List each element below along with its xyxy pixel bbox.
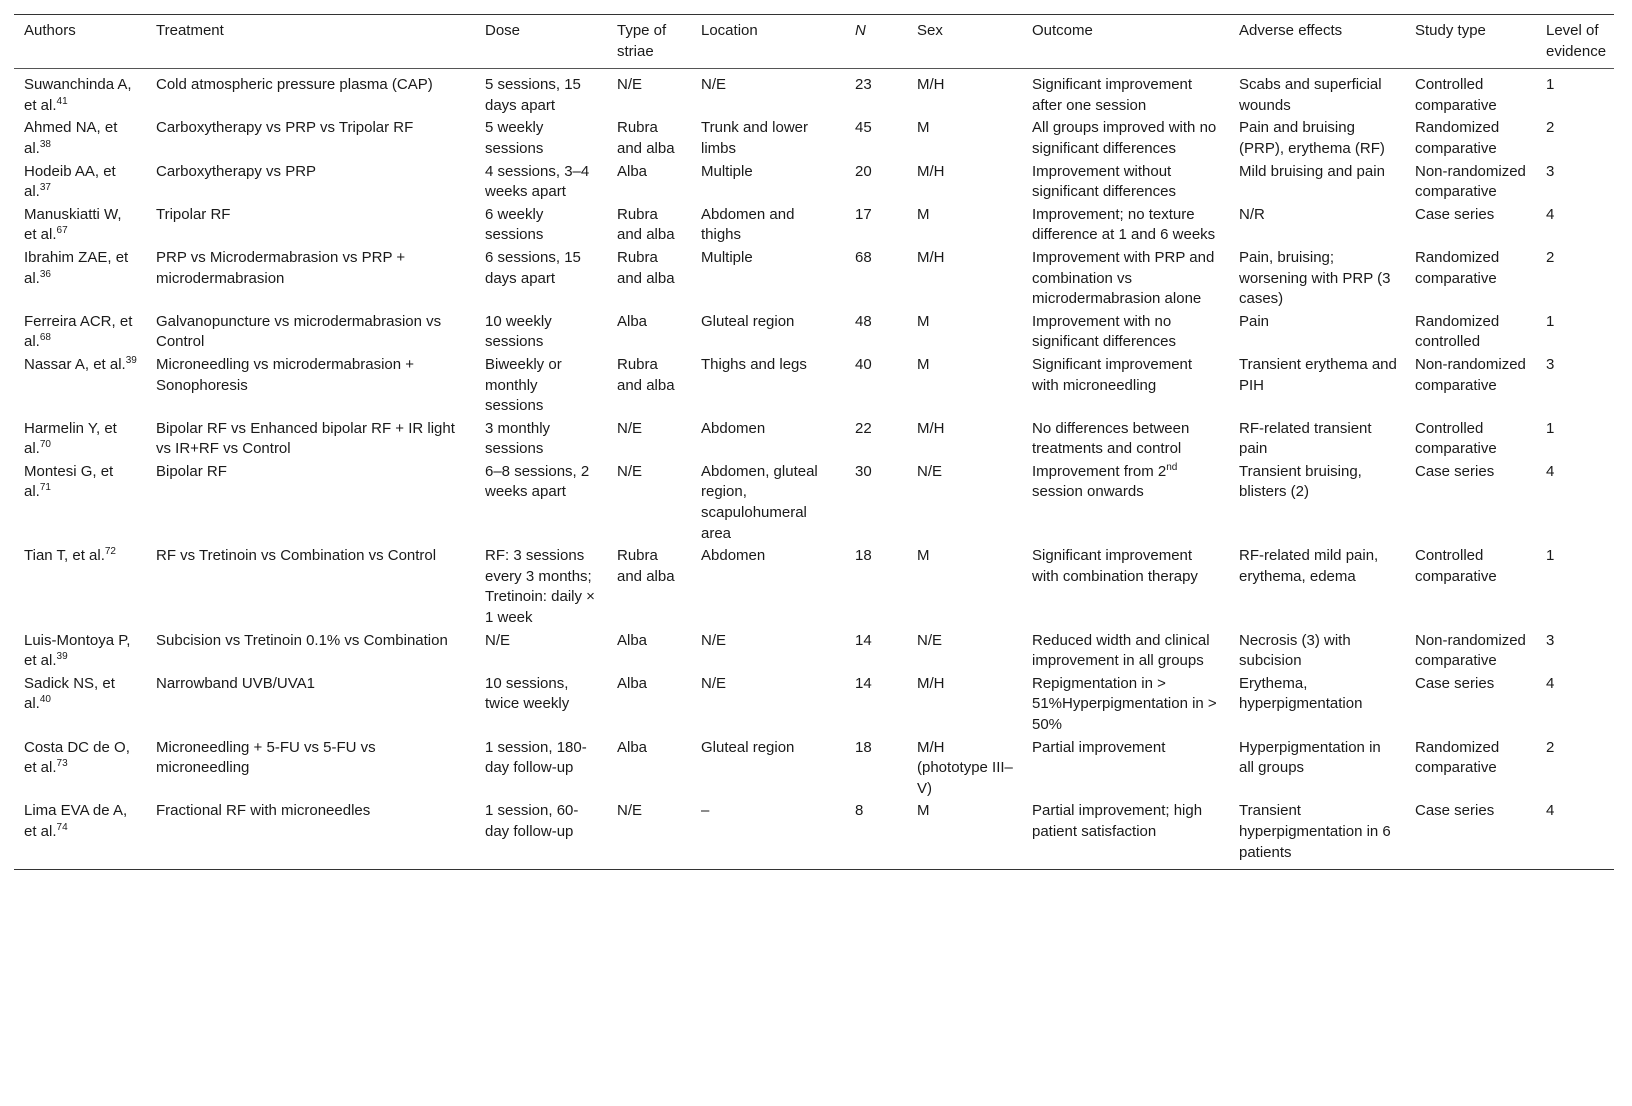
reference-number: 40 bbox=[39, 694, 51, 706]
study-type-cell: Case series bbox=[1415, 205, 1495, 223]
author-name: Manuskiatti W, et al. bbox=[24, 205, 122, 244]
treatment-cell: Carboxytherapy vs PRP vs Tripolar RF bbox=[156, 119, 414, 137]
location-cell: Gluteal region bbox=[701, 312, 795, 330]
outcome-cell bbox=[1022, 545, 1229, 629]
author-cell bbox=[14, 117, 146, 160]
reference-number: 39 bbox=[125, 354, 137, 366]
author-name: Ferreira ACR, et al. bbox=[24, 312, 133, 351]
level-of-evidence-cell: 4 bbox=[1546, 462, 1555, 480]
striae-type-cell: Rubra and alba bbox=[617, 355, 675, 394]
author-name: Luis-Montoya P, et al. bbox=[24, 631, 131, 670]
sex-cell: M bbox=[917, 312, 930, 330]
location-cell: Multiple bbox=[701, 248, 753, 266]
n-cell: 48 bbox=[855, 312, 872, 330]
dose-cell: 6–8 sessions, 2 weeks apart bbox=[485, 462, 590, 501]
outcome-text: Improvement with no significant differences bbox=[1032, 312, 1176, 351]
outcome-text: Improvement from 2 bbox=[1032, 462, 1167, 480]
table-row bbox=[14, 737, 1614, 801]
outcome-text: Repigmentation in > 51%Hyperpigmentation in > 50% bbox=[1032, 674, 1217, 733]
level-of-evidence-cell: 4 bbox=[1546, 802, 1555, 820]
author-cell bbox=[14, 311, 146, 354]
outcome-cell bbox=[1022, 673, 1229, 737]
author-name: Montesi G, et al. bbox=[24, 462, 114, 501]
level-of-evidence-cell: 3 bbox=[1546, 355, 1555, 373]
n-cell: 17 bbox=[855, 205, 872, 223]
author-cell bbox=[14, 630, 146, 673]
author-cell bbox=[14, 461, 146, 545]
treatment-cell: Fractional RF with microneedles bbox=[156, 802, 371, 820]
adverse-effects-cell: Transient erythema and PIH bbox=[1239, 355, 1397, 394]
studies-table bbox=[14, 14, 1614, 870]
level-of-evidence-cell: 4 bbox=[1546, 674, 1555, 692]
reference-number: 67 bbox=[56, 225, 68, 237]
table-row bbox=[14, 69, 1614, 118]
table-row bbox=[14, 161, 1614, 204]
reference-number: 72 bbox=[104, 546, 116, 558]
outcome-text: Significant improvement after one session bbox=[1032, 76, 1193, 114]
author-cell bbox=[14, 161, 146, 204]
header-type-of-striae: Type of striae bbox=[617, 22, 667, 60]
outcome-text: No differences between treatments and control bbox=[1032, 419, 1190, 458]
adverse-effects-cell: Mild bruising and pain bbox=[1239, 162, 1385, 180]
treatment-cell: Subcision vs Tretinoin 0.1% vs Combination bbox=[156, 631, 448, 649]
study-type-cell: Non-randomized comparative bbox=[1415, 355, 1526, 394]
striae-type-cell: Rubra and alba bbox=[617, 119, 675, 157]
table-row bbox=[14, 673, 1614, 737]
striae-type-cell: Rubra and alba bbox=[617, 248, 675, 287]
outcome-cell bbox=[1022, 800, 1229, 869]
dose-cell: N/E bbox=[485, 631, 511, 649]
study-type-cell: Case series bbox=[1415, 462, 1495, 480]
striae-type-cell: Alba bbox=[617, 738, 648, 756]
location-cell: – bbox=[701, 802, 710, 820]
author-cell bbox=[14, 247, 146, 311]
level-of-evidence-cell: 1 bbox=[1546, 419, 1555, 437]
header-treatment: Treatment bbox=[156, 22, 224, 39]
outcome-text: Reduced width and clinical improvement in all groups bbox=[1032, 631, 1210, 670]
study-type-cell: Controlled comparative bbox=[1415, 76, 1497, 114]
outcome-text: Partial improvement bbox=[1032, 738, 1166, 756]
author-name: Sadick NS, et al. bbox=[24, 674, 115, 713]
striae-type-cell: Alba bbox=[617, 312, 648, 330]
reference-number: 37 bbox=[39, 182, 51, 194]
dose-cell: 1 session, 60-day follow-up bbox=[485, 802, 579, 840]
level-of-evidence-cell: 1 bbox=[1546, 312, 1555, 330]
outcome-text: Improvement without significant differences bbox=[1032, 162, 1176, 201]
adverse-effects-cell: Scabs and superficial wounds bbox=[1239, 76, 1382, 114]
n-cell: 30 bbox=[855, 462, 872, 480]
striae-type-cell: Rubra and alba bbox=[617, 205, 675, 244]
treatment-cell: Carboxytherapy vs PRP bbox=[156, 162, 317, 180]
author-name: Hodeib AA, et al. bbox=[24, 162, 116, 201]
dose-cell: RF: 3 sessions every 3 months; Tretinoin: daily × 1 week bbox=[485, 547, 595, 627]
adverse-effects-cell: Necrosis (3) with subcision bbox=[1239, 631, 1351, 670]
outcome-cell bbox=[1022, 204, 1229, 247]
outcome-text: All groups improved with no significant differences bbox=[1032, 119, 1217, 157]
dose-cell: 5 sessions, 15 days apart bbox=[485, 76, 581, 114]
n-cell: 22 bbox=[855, 419, 872, 437]
sex-cell: N/E bbox=[917, 631, 943, 649]
treatment-cell: Microneedling vs microdermabrasion + Sonophoresis bbox=[156, 355, 415, 394]
location-cell: Abdomen, gluteal region, scapulohumeral area bbox=[701, 462, 818, 542]
sex-cell: M/H bbox=[917, 419, 945, 437]
reference-number: 38 bbox=[39, 138, 51, 150]
study-type-cell: Non-randomized comparative bbox=[1415, 631, 1526, 670]
outcome-superscript: nd bbox=[1166, 461, 1178, 473]
striae-type-cell: N/E bbox=[617, 462, 643, 480]
level-of-evidence-cell: 2 bbox=[1546, 248, 1555, 266]
sex-cell: M/H bbox=[917, 76, 945, 94]
striae-type-cell: N/E bbox=[617, 802, 643, 820]
outcome-cell bbox=[1022, 630, 1229, 673]
sex-cell: M/H bbox=[917, 248, 945, 266]
striae-type-cell: Rubra and alba bbox=[617, 547, 675, 585]
author-name: Costa DC de O, et al. bbox=[24, 738, 130, 777]
striae-type-cell: N/E bbox=[617, 419, 643, 437]
n-cell: 20 bbox=[855, 162, 872, 180]
location-cell: Gluteal region bbox=[701, 738, 795, 756]
author-cell bbox=[14, 800, 146, 869]
outcome-text: Significant improvement with combination therapy bbox=[1032, 547, 1198, 585]
sex-cell: M bbox=[917, 355, 930, 373]
outcome-cell bbox=[1022, 311, 1229, 354]
location-cell: Multiple bbox=[701, 162, 753, 180]
outcome-text: Partial improvement; high patient satisfaction bbox=[1032, 802, 1203, 840]
header-dose: Dose bbox=[485, 22, 521, 39]
header-outcome: Outcome bbox=[1032, 22, 1093, 39]
level-of-evidence-cell: 2 bbox=[1546, 119, 1555, 137]
treatment-cell: Narrowband UVB/UVA1 bbox=[156, 674, 315, 692]
sex-cell: M/H bbox=[917, 162, 945, 180]
location-cell: Abdomen bbox=[701, 419, 766, 437]
author-name: Ahmed NA, et al. bbox=[24, 119, 118, 157]
location-cell: Trunk and lower limbs bbox=[701, 119, 808, 157]
sex-cell: M/H (phototype III–V) bbox=[917, 738, 1013, 797]
author-name: Ibrahim ZAE, et al. bbox=[24, 248, 129, 287]
n-cell: 18 bbox=[855, 738, 872, 756]
study-type-cell: Randomized controlled bbox=[1415, 312, 1500, 351]
study-type-cell: Controlled comparative bbox=[1415, 547, 1497, 585]
adverse-effects-cell: RF-related transient pain bbox=[1239, 419, 1372, 458]
table-row bbox=[14, 418, 1614, 461]
striae-type-cell: Alba bbox=[617, 631, 648, 649]
outcome-cell bbox=[1022, 354, 1229, 418]
dose-cell: 4 sessions, 3–4 weeks apart bbox=[485, 162, 590, 201]
level-of-evidence-cell: 1 bbox=[1546, 547, 1555, 565]
treatment-cell: RF vs Tretinoin vs Combination vs Control bbox=[156, 547, 437, 565]
header-level-of-evidence: Level of evidence bbox=[1546, 22, 1607, 60]
adverse-effects-cell: RF-related mild pain, erythema, edema bbox=[1239, 547, 1379, 585]
reference-number: 36 bbox=[39, 268, 51, 280]
sex-cell: M bbox=[917, 802, 930, 820]
sex-cell: M bbox=[917, 547, 930, 565]
author-cell bbox=[14, 673, 146, 737]
header-study-type: Study type bbox=[1415, 22, 1486, 39]
location-cell: Abdomen bbox=[701, 547, 766, 565]
author-cell bbox=[14, 737, 146, 801]
adverse-effects-cell: Erythema, hyperpigmentation bbox=[1239, 674, 1363, 713]
dose-cell: Biweekly or monthly sessions bbox=[485, 355, 562, 415]
striae-type-cell: N/E bbox=[617, 76, 643, 94]
study-type-cell: Randomized comparative bbox=[1415, 248, 1500, 287]
table-row bbox=[14, 800, 1614, 869]
author-name: Nassar A, et al. bbox=[24, 355, 126, 373]
treatment-cell: Bipolar RF vs Enhanced bipolar RF + IR light vs IR+RF vs Control bbox=[156, 419, 455, 458]
striae-type-cell: Alba bbox=[617, 674, 648, 692]
dose-cell: 10 sessions, twice weekly bbox=[485, 674, 570, 713]
adverse-effects-cell: Pain, bruising; worsening with PRP (3 cases) bbox=[1239, 248, 1391, 308]
author-name: Harmelin Y, et al. bbox=[24, 419, 117, 458]
adverse-effects-cell: Pain bbox=[1239, 312, 1270, 330]
author-cell bbox=[14, 204, 146, 247]
location-cell: N/E bbox=[701, 631, 727, 649]
reference-number: 73 bbox=[56, 758, 68, 770]
sex-cell: M bbox=[917, 119, 930, 137]
location-cell: Thighs and legs bbox=[701, 355, 807, 373]
dose-cell: 5 weekly sessions bbox=[485, 119, 544, 157]
study-type-cell: Case series bbox=[1415, 802, 1495, 820]
location-cell: N/E bbox=[701, 674, 727, 692]
outcome-text-rest: session onwards bbox=[1032, 483, 1144, 501]
reference-number: 68 bbox=[39, 332, 51, 344]
level-of-evidence-cell: 3 bbox=[1546, 162, 1555, 180]
level-of-evidence-cell: 2 bbox=[1546, 738, 1555, 756]
treatment-cell: Cold atmospheric pressure plasma (CAP) bbox=[156, 76, 433, 94]
header-n: N bbox=[855, 22, 866, 39]
adverse-effects-cell: Hyperpigmentation in all groups bbox=[1239, 738, 1381, 777]
outcome-text: Improvement; no texture difference at 1 and 6 weeks bbox=[1032, 205, 1216, 244]
table-row bbox=[14, 545, 1614, 629]
study-type-cell: Non-randomized comparative bbox=[1415, 162, 1526, 201]
outcome-cell bbox=[1022, 117, 1229, 160]
table-row bbox=[14, 247, 1614, 311]
header-sex: Sex bbox=[917, 22, 943, 39]
n-cell: 68 bbox=[855, 248, 872, 266]
table-row bbox=[14, 461, 1614, 545]
treatment-cell: Galvanopuncture vs microdermabrasion vs Control bbox=[156, 312, 442, 351]
study-type-cell: Controlled comparative bbox=[1415, 419, 1497, 458]
treatment-cell: PRP vs Microdermabrasion vs PRP + microdermabrasion bbox=[156, 248, 406, 287]
n-cell: 23 bbox=[855, 76, 872, 94]
reference-number: 70 bbox=[39, 439, 51, 451]
header-authors: Authors bbox=[24, 22, 76, 39]
table-row bbox=[14, 354, 1614, 418]
author-cell bbox=[14, 418, 146, 461]
treatment-cell: Bipolar RF bbox=[156, 462, 227, 480]
adverse-effects-cell: Transient bruising, blisters (2) bbox=[1239, 462, 1362, 501]
outcome-cell bbox=[1022, 161, 1229, 204]
table-row bbox=[14, 117, 1614, 160]
striae-type-cell: Alba bbox=[617, 162, 648, 180]
sex-cell: M bbox=[917, 205, 930, 223]
n-cell: 14 bbox=[855, 631, 872, 649]
outcome-text: Improvement with PRP and combination vs microdermabrasion alone bbox=[1032, 248, 1215, 308]
level-of-evidence-cell: 3 bbox=[1546, 631, 1555, 649]
table-row bbox=[14, 630, 1614, 673]
author-name: Tian T, et al. bbox=[24, 547, 105, 565]
level-of-evidence-cell: 4 bbox=[1546, 205, 1555, 223]
dose-cell: 3 monthly sessions bbox=[485, 419, 551, 458]
n-cell: 18 bbox=[855, 547, 872, 565]
treatment-cell: Tripolar RF bbox=[156, 205, 231, 223]
location-cell: N/E bbox=[701, 76, 727, 94]
studies-table-container bbox=[14, 14, 1614, 870]
outcome-text: Significant improvement with microneedling bbox=[1032, 355, 1193, 394]
n-cell: 45 bbox=[855, 119, 872, 137]
header-adverse-effects: Adverse effects bbox=[1239, 22, 1343, 39]
header-location: Location bbox=[701, 22, 758, 39]
author-cell bbox=[14, 69, 146, 118]
n-cell: 14 bbox=[855, 674, 872, 692]
dose-cell: 6 sessions, 15 days apart bbox=[485, 248, 581, 287]
author-name: Suwanchinda A, et al. bbox=[24, 76, 132, 114]
table-body bbox=[14, 69, 1614, 870]
dose-cell: 1 session, 180-day follow-up bbox=[485, 738, 587, 777]
author-name: Lima EVA de A, et al. bbox=[24, 802, 128, 840]
sex-cell: M/H bbox=[917, 674, 945, 692]
author-cell bbox=[14, 545, 146, 629]
table-header-row bbox=[14, 15, 1614, 69]
reference-number: 39 bbox=[56, 651, 68, 663]
adverse-effects-cell: N/R bbox=[1239, 205, 1265, 223]
n-cell: 8 bbox=[855, 802, 864, 820]
study-type-cell: Randomized comparative bbox=[1415, 738, 1500, 777]
adverse-effects-cell: Transient hyperpigmentation in 6 patients bbox=[1239, 802, 1391, 861]
study-type-cell: Case series bbox=[1415, 674, 1495, 692]
location-cell: Abdomen and thighs bbox=[701, 205, 795, 244]
outcome-cell bbox=[1022, 418, 1229, 461]
treatment-cell: Microneedling + 5-FU vs 5-FU vs microneedling bbox=[156, 738, 376, 777]
study-type-cell: Randomized comparative bbox=[1415, 119, 1500, 157]
outcome-cell bbox=[1022, 69, 1229, 118]
reference-number: 71 bbox=[39, 482, 51, 494]
dose-cell: 6 weekly sessions bbox=[485, 205, 544, 244]
author-cell bbox=[14, 354, 146, 418]
dose-cell: 10 weekly sessions bbox=[485, 312, 552, 351]
n-cell: 40 bbox=[855, 355, 872, 373]
adverse-effects-cell: Pain and bruising (PRP), erythema (RF) bbox=[1239, 119, 1385, 157]
reference-number: 74 bbox=[56, 821, 68, 833]
reference-number: 41 bbox=[56, 95, 68, 107]
level-of-evidence-cell: 1 bbox=[1546, 76, 1555, 94]
outcome-cell bbox=[1022, 461, 1229, 545]
table-row bbox=[14, 204, 1614, 247]
outcome-cell bbox=[1022, 737, 1229, 801]
sex-cell: N/E bbox=[917, 462, 943, 480]
table-row bbox=[14, 311, 1614, 354]
outcome-cell bbox=[1022, 247, 1229, 311]
